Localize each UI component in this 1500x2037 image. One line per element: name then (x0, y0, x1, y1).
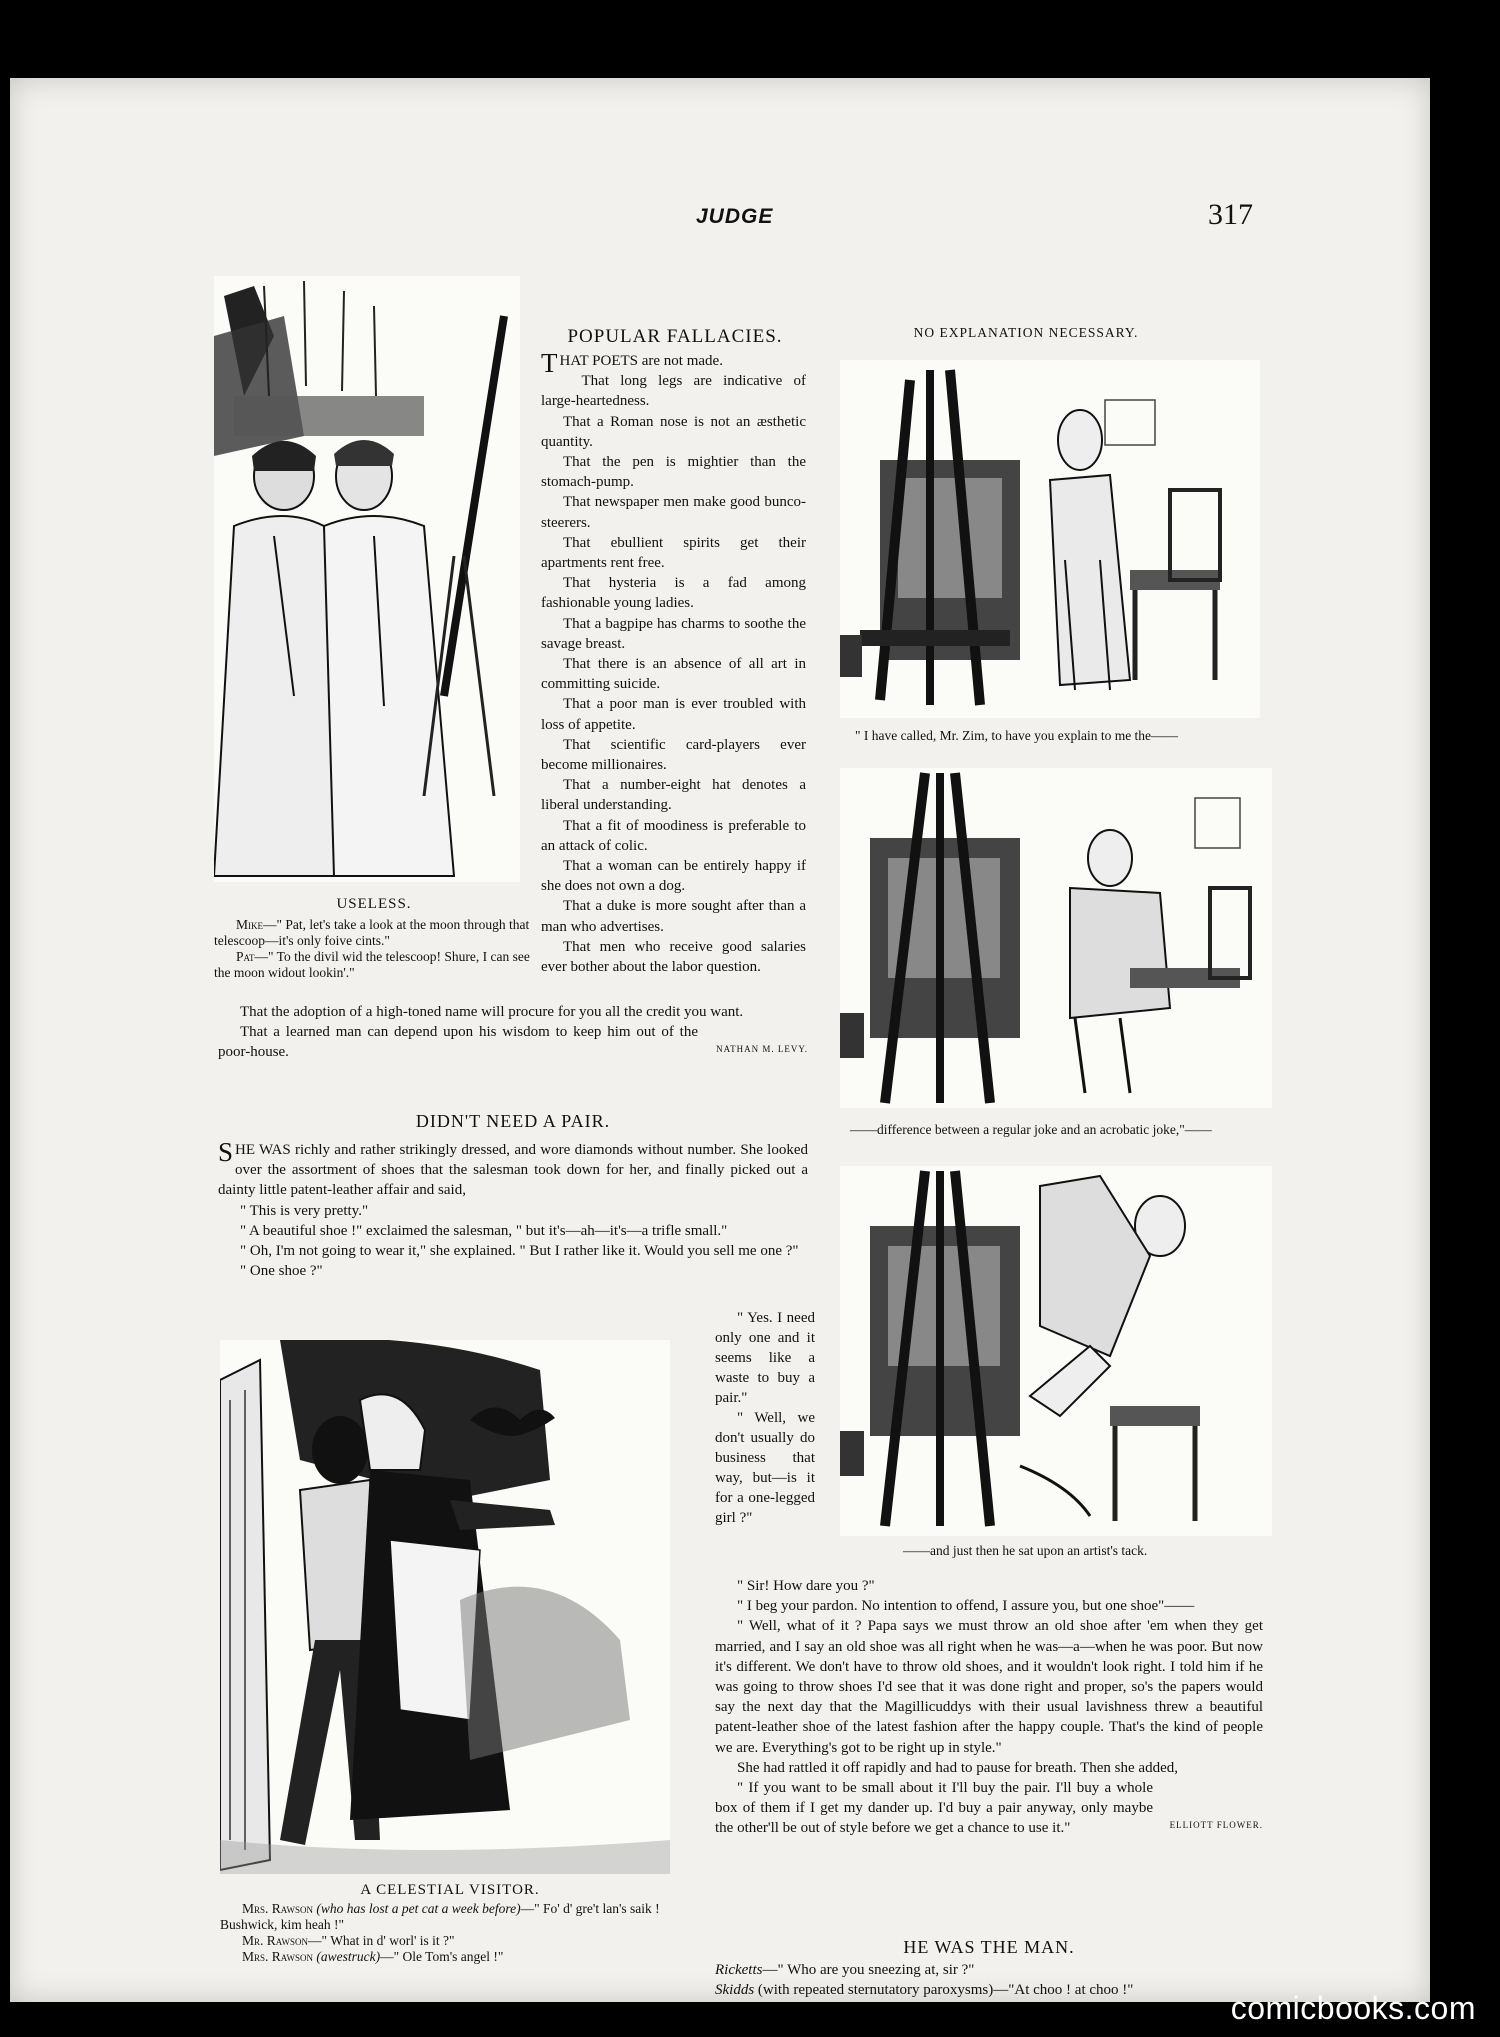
celestial-title: A CELESTIAL VISITOR. (360, 1882, 540, 1898)
speaker-mike: Mike (236, 917, 263, 932)
fallacy-item: That the pen is mightier than the stomach-pump. (541, 454, 806, 491)
didnt-need-author: ELLIOTT FLOWER. (1169, 1820, 1263, 1831)
fallacy-item: That a fit of moodiness is preferable to an attack of colic. (541, 817, 806, 854)
celestial-caption (220, 1882, 680, 1965)
useless-line-1: Mike—" Pat, let's take a look at the moon through that telescoop—it's only foive cints." (214, 917, 530, 948)
popular-fallacies-title: POPULAR FALLACIES. (567, 326, 783, 347)
fallacies-wide-lines (218, 1002, 808, 1063)
celestial-line-2: Mr. Rawson—" What in d' worl' is it ?" (242, 1933, 455, 1948)
didnt-need-p10: " Well, what of it ? Papa says we must throw an old shoe after 'em when they get married, and I say an old shoe was all right when he was—a—when he was poor. But now it's different. We don't have to throw old shoes, and it wouldn't look right. I told him if he was going to throw shoes I'd see that it was done right and proper, so's the papers would say the next day that the Magillicuddys with their usual lavishness threw a beautiful patent-leather shoe of the latest fashion after the happy couple. That's the kind of people we are. Everything's got to be right up in style." (715, 1618, 1263, 1756)
useless-caption (214, 896, 534, 981)
didnt-need-p11: She had rattled it off rapidly and had to pause for breath. Then she added, (737, 1759, 1178, 1776)
comic-panel-3 (840, 1166, 1272, 1536)
celestial-visitor-illustration (220, 1340, 670, 1874)
fallacy-item: That a woman can be entirely happy if she does not own a dog. (541, 858, 806, 895)
didnt-need-p8: " Sir! How dare you ?" (737, 1578, 875, 1594)
page-number: 317 (1208, 198, 1253, 231)
he-was-the-man-title: HE WAS THE MAN. (903, 1937, 1075, 1957)
didnt-need-top (218, 1137, 808, 1281)
fallacies-dropcap: T (541, 348, 558, 378)
fallacy-wide-2: That a learned man can depend upon his wisdom to keep him out of the poor-house. (218, 1024, 698, 1061)
fallacy-item: That newspaper men make good bunco-steerers. (541, 494, 806, 531)
fallacy-item: That a duke is more sought after than a man who advertises. (541, 898, 806, 935)
didnt-need-p7: " Well, we don't usually do business that way, but—is it for a one-legged girl ?" (715, 1410, 815, 1526)
didnt-need-p2: " This is very pretty." (240, 1202, 369, 1219)
fallacy-item: That hysteria is a fad among fashionable young ladies. (541, 575, 806, 612)
useless-line-2: Pat—" To the divil wid the telescoop! Shure, I can see the moon widout lookin'." (214, 949, 530, 980)
fallacy-item: That ebullient spirits get their apartments rent free. (541, 534, 806, 572)
comic-panel-1 (840, 360, 1260, 718)
popular-fallacies-column (541, 348, 806, 977)
didnt-need-p12: " If you want to be small about it I'll buy the pair. I'll buy a whole box of them if I get my dander up. I'd buy a pair anyway, only maybe the other'll be out of style before we get a chance to use it." (715, 1780, 1153, 1837)
he-was-line-2: Skidds (with repeated sternutatory paroxysms)—"At choo ! at choo !" (715, 1982, 1134, 1999)
fallacy-item: That a number-eight hat denotes a liberal understanding. (541, 777, 806, 814)
fallacy-item: That men who receive good salaries ever bother about the labor question. (541, 938, 806, 976)
didnt-need-title: DIDN'T NEED A PAIR. (415, 1111, 611, 1131)
celestial-line-1: Mrs. Rawson (who has lost a pet cat a week before)—" Fo' d' gre't lan's saik ! Bushwick, kim heah !" (220, 1901, 660, 1932)
comic-caption-1: " I have called, Mr. Zim, to have you explain to me the—— (855, 728, 1179, 743)
fallacies-author: NATHAN M. LEVY. (716, 1044, 808, 1055)
didnt-need-p6: " Yes. I need only one and it seems like a waste to buy a pair." (715, 1310, 815, 1406)
fallacy-list (541, 371, 806, 977)
didnt-need-bottom (715, 1576, 1263, 1839)
fallacy-item: That scientific card-players ever become millionaires. (541, 736, 806, 774)
magazine-title: JUDGE (696, 205, 774, 228)
didnt-need-p3: " A beautiful shoe !" exclaimed the salesman, " but it's—ah—it's—a trifle small." (240, 1222, 728, 1239)
didnt-need-p4: " Oh, I'm not going to wear it," she explained. " But I rather like it. Would you sell me one ?" (240, 1243, 799, 1260)
didnt-need-p1: SHE WAS richly and rather strikingly dressed, and wore diamonds without number. She looked over the assortment of shoes that the salesman took down for her, and finally picked out a dainty little patent-leather affair and said, (218, 1137, 808, 1199)
useless-illustration (214, 276, 520, 882)
didnt-need-narrow-column (715, 1308, 815, 1528)
fallacy-first: THAT POETS are not made. (541, 348, 723, 378)
watermark: comicbooks.com (1230, 1990, 1476, 2026)
fallacy-item: That there is an absence of all art in committing suicide. (541, 656, 806, 693)
speaker-pat: Pat (236, 949, 255, 964)
fallacy-item: That a Roman nose is not an æsthetic quantity. (541, 413, 806, 450)
fallacy-item: That a bagpipe has charms to soothe the savage breast. (541, 615, 806, 652)
fallacy-wide-1: That the adoption of a high-toned name will procure for you all the credit you want. (240, 1004, 744, 1020)
fallacy-item: That long legs are indicative of large-heartedness. (541, 373, 806, 410)
comic-caption-3: ——and just then he sat upon an artist's tack. (903, 1543, 1148, 1558)
no-explanation-title: NO EXPLANATION NECESSARY. (913, 325, 1139, 340)
useless-title: USELESS. (336, 896, 412, 912)
he-was-the-man-body (715, 1960, 1263, 2000)
didnt-need-p5: " One shoe ?" (240, 1263, 323, 1280)
fallacy-item: That a poor man is ever troubled with loss of appetite. (541, 696, 806, 733)
celestial-line-3: Mrs. Rawson (awestruck)—" Ole Tom's angel !" (242, 1949, 504, 1964)
he-was-line-1: Ricketts—" Who are you sneezing at, sir ?" (715, 1962, 975, 1978)
comic-panel-2 (840, 768, 1272, 1108)
didnt-need-p9: " I beg your pardon. No intention to offend, I assure you, but one shoe"—— (737, 1598, 1195, 1615)
magazine-page (10, 78, 1430, 2002)
comic-caption-2: ——difference between a regular joke and an acrobatic joke,"—— (850, 1122, 1212, 1137)
didnt-need-dropcap: S (218, 1137, 234, 1167)
